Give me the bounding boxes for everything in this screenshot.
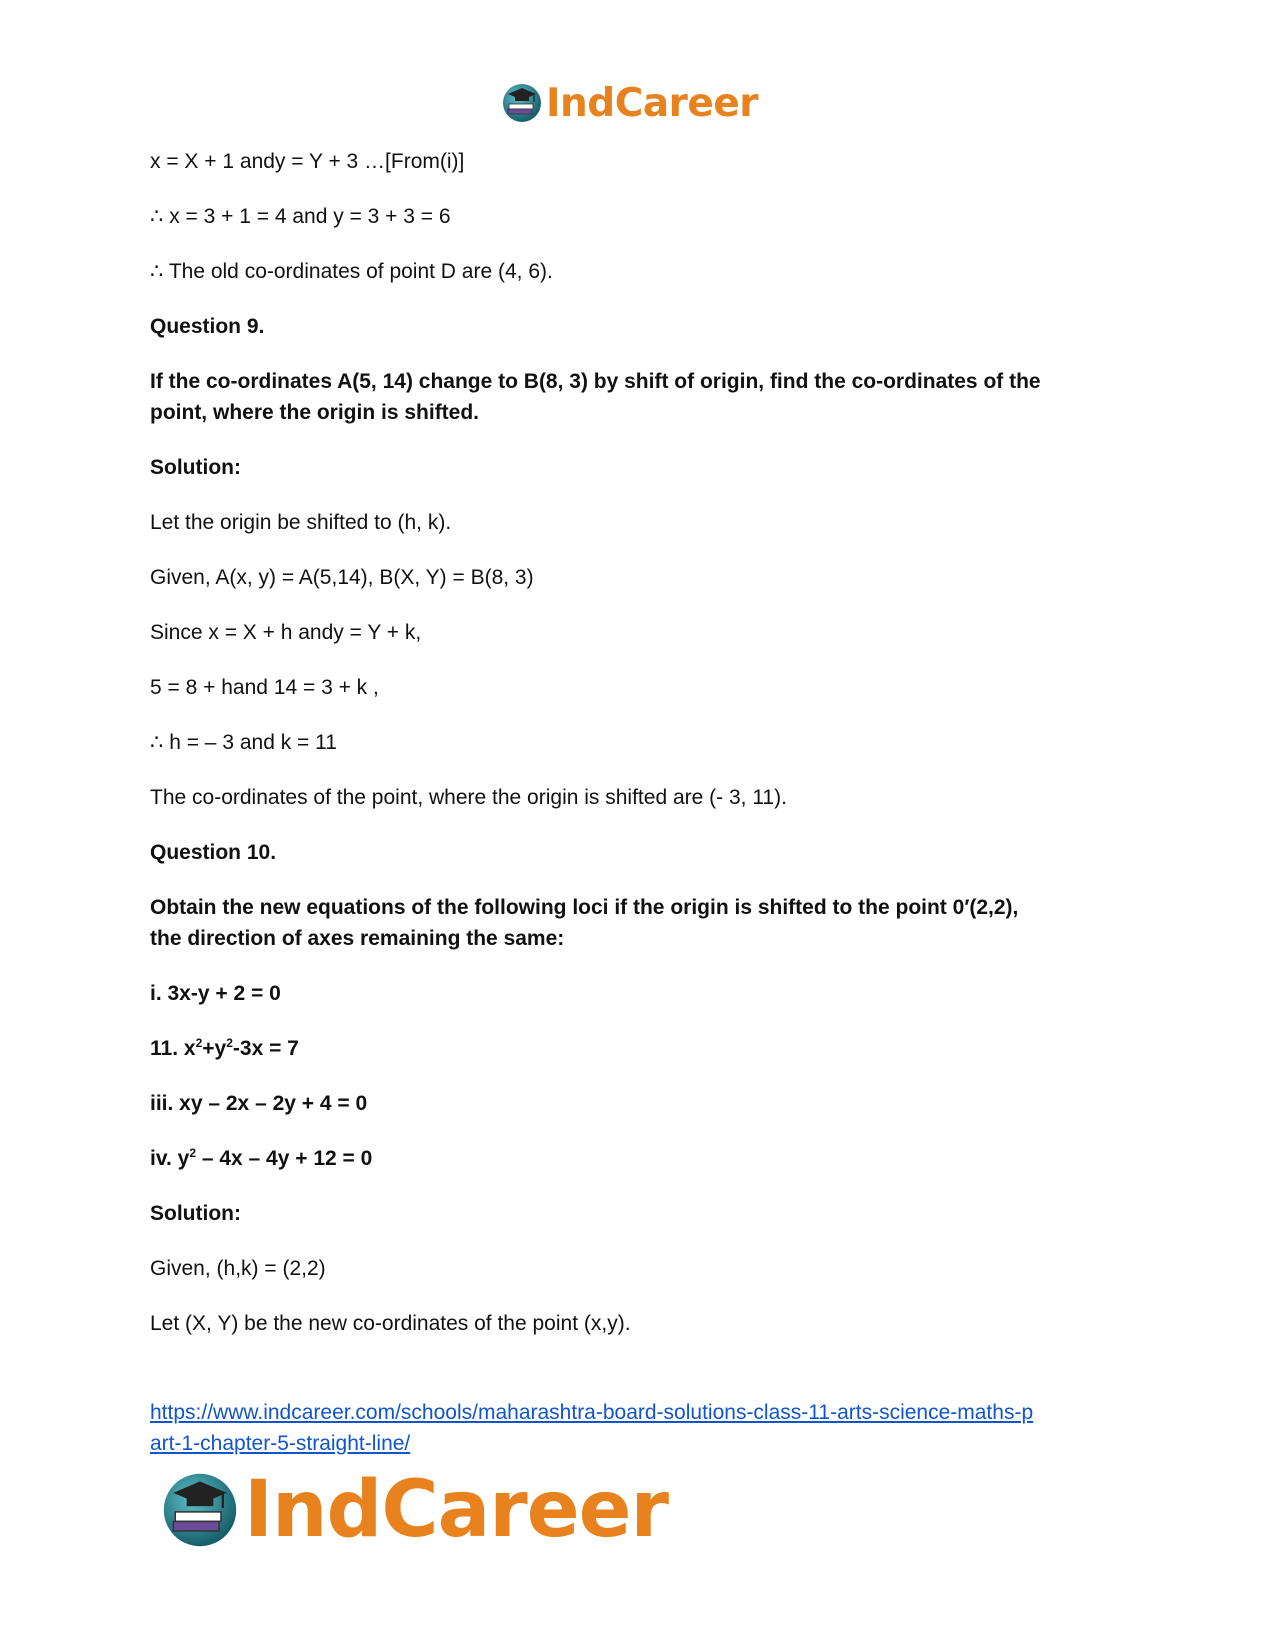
question-9-text-line1: If the co-ordinates A(5, 14) change to B(8, 3) by shift of origin, find the co-ordinates of the [150, 370, 1041, 393]
equation-ii-part: -3x = 7 [232, 1037, 299, 1060]
footer-logo-text: IndCareer [244, 1465, 668, 1555]
equation-i: i. 3x-y + 2 = 0 [150, 982, 281, 1005]
text-line: ∴ The old co-ordinates of point D are (4, 6). [150, 260, 553, 283]
footer-logo [160, 1465, 668, 1555]
question-9-text [150, 366, 1135, 428]
source-link-line2[interactable]: art-1-chapter-5-straight-line/ [150, 1432, 411, 1455]
solution-heading: Solution: [150, 1202, 241, 1225]
question-10-text-line2: the direction of axes remaining the same: [150, 927, 565, 950]
header-logo-text: IndCareer [546, 80, 758, 126]
text-line: Given, (h,k) = (2,2) [150, 1257, 326, 1280]
text-line: ∴ h = – 3 and k = 11 [150, 731, 337, 754]
text-line: Let the origin be shifted to (h, k). [150, 511, 452, 534]
question-9-text-line2: point, where the origin is shifted. [150, 401, 480, 424]
equation-ii-part: 11. x [150, 1037, 196, 1060]
equation-iv-part: – 4x – 4y + 12 = 0 [196, 1147, 373, 1170]
text-line: Let (X, Y) be the new co-ordinates of the point (x,y). [150, 1312, 631, 1335]
superscript: 2 [226, 1036, 233, 1050]
text-line: x = X + 1 andy = Y + 3 …[From(i)] [150, 150, 465, 173]
superscript: 2 [189, 1146, 196, 1160]
source-link-line1[interactable]: https://www.indcareer.com/schools/maharashtra-board-solutions-class-11-arts-science-maths-p [150, 1401, 1034, 1424]
question-10-text-line1: Obtain the new equations of the following loci if the origin is shifted to the point 0′(2,2), [150, 896, 1019, 919]
equation-iv [150, 1143, 1135, 1174]
source-link-anchor[interactable] [150, 1401, 1033, 1455]
text-line: 5 = 8 + hand 14 = 3 + k , [150, 676, 379, 699]
equation-ii [150, 1033, 1135, 1064]
globe-graduation-cap-books-icon [160, 1470, 240, 1550]
superscript: 2 [195, 1036, 203, 1050]
text-line: The co-ordinates of the point, where the origin is shifted are (- 3, 11). [150, 786, 787, 809]
header-logo [501, 78, 758, 128]
equation-iv-part: iv. y [150, 1147, 190, 1170]
equation-iii: iii. xy – 2x – 2y + 4 = 0 [150, 1092, 368, 1115]
text-line: ∴ x = 3 + 1 = 4 and y = 3 + 3 = 6 [150, 205, 451, 228]
question-10-text [150, 892, 1135, 954]
document-body [150, 146, 1135, 1363]
question-9-heading: Question 9. [150, 315, 265, 338]
question-10-heading: Question 10. [150, 841, 277, 864]
text-line: Given, A(x, y) = A(5,14), B(X, Y) = B(8, 3) [150, 566, 534, 589]
source-link[interactable] [150, 1397, 1135, 1459]
globe-graduation-cap-books-icon [501, 82, 543, 124]
equation-ii-part: +y [202, 1037, 227, 1060]
solution-heading: Solution: [150, 456, 241, 479]
text-line: Since x = X + h andy = Y + k, [150, 621, 422, 644]
